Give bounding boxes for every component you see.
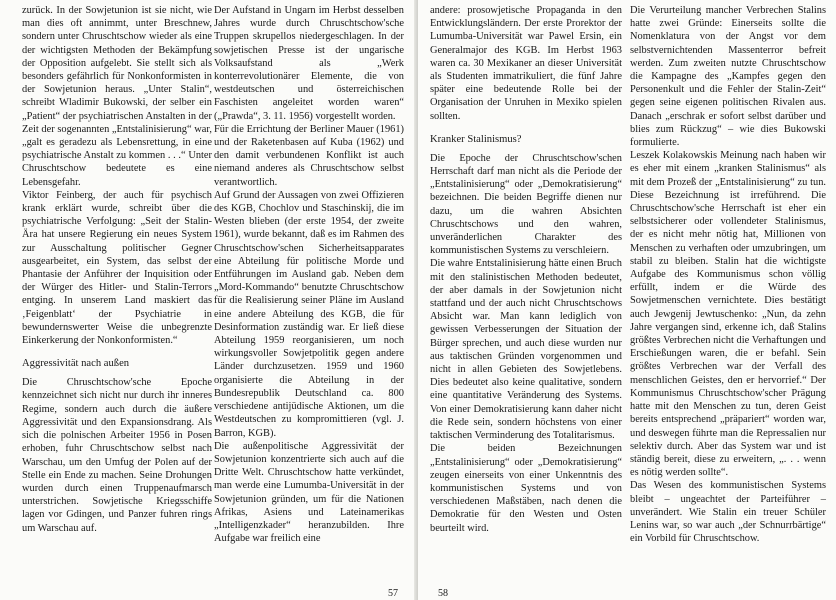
paragraph: Das Wesen des kommunistischen Systems bleibt – ungeachtet der Parteiführer – unverändert. Wie Stalin ein treuer Schüler Lenins war, so war auch „der Schnurrbärtige“ ein Vorbild für Chruschtschow.	[630, 480, 826, 545]
paragraph: Viktor Feinberg, der auch für psychisch krank erklärt wurde, schreibt über die psychiatrische Verfolgung: „Seit der Stalin-Ära hat unsere Regierung ein neues System zur Ausschaltung politischer Gegner ausgearbeitet, ein System, das selbst der Phantasie der Anführer der Inquisition oder der Würger des Hitler- und Stalin-Terrors entging. In unserem Land maskiert das ‚Feigenblatt‘ der Psychiatrie in bewundernswerter Weise die unbegrenzte Einkerkerung der Nonkonformisten.“	[22, 189, 212, 347]
left-page-column-2	[214, 4, 404, 545]
left-page-column-1	[22, 4, 212, 535]
page-number: 57	[388, 588, 398, 599]
paragraph: Die beiden Bezeichnungen „Entstalinisierung“ oder „Demokratisierung“ zeugen einerseits von einer Unkenntnis des kommunistischen Systems und von verschiedenen Maßstäben, nach denen die Demokratie für den Westen und Osten beurteilt wird.	[430, 443, 622, 534]
right-page	[418, 0, 836, 600]
paragraph: Für die Errichtung der Berliner Mauer (1961) und der Raketenbasen auf Kuba (1962) und den damit verbundenen Konflikt ist auch niemand anderes als Chruschtschow selbst verantwortlich.	[214, 123, 404, 188]
paragraph: Die Verurteilung mancher Verbrechen Stalins hatte zwei Gründe: Einerseits sollte die Nomenklatura von der Angst vor dem selbstvernichtenden Massenterror befreit werden. Zum zweiten nutzte Chruschtschow die Kampagne des „Kampfes gegen den Personenkult und die Fehler der Stalin-Zeit“ gegen seine eigenen politischen Rivalen aus. Danach „erschrak er sofort selbst darüber und blies zum Rückzug“ – wie dies Bukowski formulierte.	[630, 5, 826, 149]
section-heading: Aggressivität nach außen	[22, 358, 130, 370]
section-heading: Kranker Stalinismus?	[430, 133, 522, 145]
right-page-column-2	[630, 4, 826, 545]
paragraph: Die wahre Entstalinisierung hätte einen Bruch mit den stalinistischen Methoden bedeutet, der aber damals in der Sowjetunion nicht stattfand und der auch nicht Chruschtschows Absicht war. Man kann lediglich von gewissen Verbesserungen der Situation der Bürger sprechen, und auch diese wurden nur aus taktischen Gründen vorgenommen und nicht in allen Gebieten des Sowjetlebens. Dies bedeutet also keine qualitative, sondern eine quantitative Veränderung des Systems. Von einer Demokratisierung kann daher nicht die Rede sein, sondern höchstens von einer taktischen Verminderung des Totalitarismus.	[430, 258, 622, 442]
paragraph: zurück. In der Sowjetunion ist sie nicht, wie man dies oft annimmt, unter Breschnew, sondern unter Chruschtschow wieder als eine der wichtigsten Methoden der Bekämpfung der Opposition aufgelebt. Sie stellt sich als besonders gefährlich für Nonkonformisten in der Sowjetunion heraus. „Unter Stalin“, schreibt Wladimir Bukowski, der selber ein „Patient“ der psychiatrischen Anstalten in der Zeit der sogenannten „Entstalinisierung“ war, „galt es geradezu als Lebensrettung, in eine psychiatrische Anstalt zu kommen . . .“ Unter Chruschtschow bedeutete es eine Lebensgefahr.	[22, 5, 212, 188]
page-number: 58	[438, 588, 448, 599]
paragraph: andere: prosowjetische Propaganda in den Entwicklungsländern. Der erste Prorektor der Lumumba-Universität war Pawel Ersin, ein Generalmajor des KGB. Im Herbst 1963 waren ca. 30 Mexikaner an dieser Universität als Studenten immatrikuliert, die fünf Jahre später eine bedeutende Rolle bei der Organisation der Unruhen in Mexiko spielen sollten.	[430, 5, 622, 122]
paragraph: Der Aufstand in Ungarn im Herbst desselben Jahres wurde durch Chruschtschow'sche Truppen skrupellos niedergeschlagen. In der sowjetischen Presse ist der ungarische Volksaufstand als „Werk konterrevolutionärer Elemente, die von westdeutschen und österreichischen Faschisten angeleitet worden waren“ („Prawda“, 3. 11. 1956) vorgestellt worden.	[214, 5, 404, 122]
paragraph: Die Chruschtschow'sche Epoche kennzeichnet sich nicht nur durch ihr inneres Regime, sondern auch durch die äußere Aggressivität und den Expansionsdrang. Als sich die polnischen Arbeiter 1956 in Posen erhoben, fuhr Chruschtschow selbst nach Warschau, um den Umfug der Polen auf der Stelle ein Ende zu machen. Seine Drohungen wurden durch einen Truppenaufmarsch unterstrichen. Sowjetische Kriegsschiffe lagen vor Gdingen, und Panzer fuhren rings um Warschau auf.	[22, 377, 212, 534]
paragraph: Leszek Kolakowskis Meinung nach haben wir es eher mit einem „kranken Stalinismus“ als mit dem Prozeß der „Entstalinisierung“ zu tun. Diese Bezeichnung ist irreführend. Die Chruschtschow'sche Herrschaft ist eher ein selbstsicherer oder vollendeter Stalinismus, der es nicht mehr nötig hat, Millionen von Menschen zu verhaften oder umzubringen, um stabil zu bleiben. Stalin hat die wichtigste Aufgabe des Kommunismus schon völlig erfüllt, indem er die Würde des Sowjetmenschen vernichtete. Dies bestätigt auch Jewgenij Jewtuschenko: „Nun, da zehn Jahre vergangen sind, erkenne ich, daß Stalins größtes Verbrechen nicht die Verhaftungen und Erschießungen waren, die er befahl. Sein größtes Verbrechen war der Verfall des menschlichen Geistes, den er hervorrief.“ Der Kommunismus Chruschtschow'scher Prägung hatte mit den Menschen zu tun, deren Geist bereits entsprechend „präpariert“ worden war, und deswegen führte man die Repressalien nur selektiv durch. Aber das System war und ist ständig bereit, diese zu erweitern, „. . . wenn es nötig werden sollte“.	[630, 150, 826, 479]
paragraph: Auf Grund der Aussagen von zwei Offizieren des KGB, Chochlov und Staschinskij, die im Westen blieben (der erste 1954, der zweite 1961), wurde bekannt, daß es im Rahmen des Chruschtschow'schen Sicherheitsapparates eine Abteilung für politische Morde und Entführungen im Ausland gab. Neben dem „Mord-Kommando“ benutzte Chruschtschow für die Realisierung seiner Pläne im Ausland eine andere Abteilung des KGB, die für Desinformation zuständig war. Er ließ diese Abteilung 1959 reorganisieren, um noch wirkungsvoller Sowjetpolitik gegen andere Länder durchzusetzen. 1959 und 1960 organisierte die Abteilung in der Bundesrepublik Deutschland ca. 800 verschiedene antijüdische Aktionen, um die Westdeutschen zu kompromittieren (vgl. J. Barron, KGB).	[214, 189, 404, 439]
paragraph: Die außenpolitische Aggressivität der Sowjetunion konzentrierte sich auch auf die Dritte Welt. Chruschtschow hatte verkündet, man werde eine Lumumba-Universität in der Sowjetunion gründen, um für die Nationen Afrikas, Asiens und Lateinamerikas „Intelligenzkader“ heranzubilden. Ihre Aufgabe war freilich eine	[214, 440, 404, 545]
paragraph: Die Epoche der Chruschtschow'schen Herrschaft darf man nicht als die Periode der „Entstalinisierung“ oder „Demokratisierung“ bezeichnen. Die beiden Begriffe dienen nur dazu, um die wahren Absichten Chruschtschows und den wahren, unveränderlichen Charakter des kommunistischen Systems zu verschleiern.	[430, 152, 622, 257]
right-page-column-1	[430, 4, 622, 535]
